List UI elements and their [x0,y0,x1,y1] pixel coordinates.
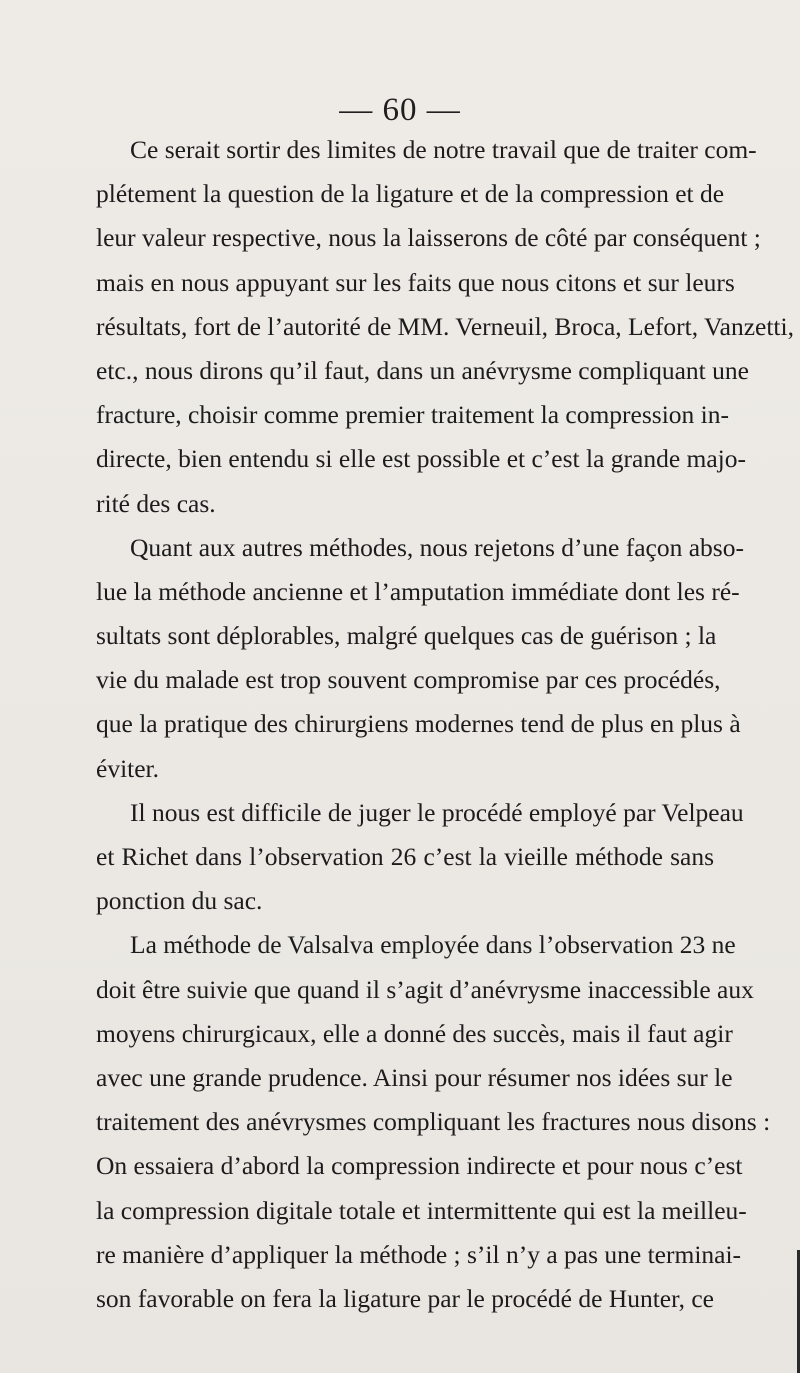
text-line-27: son favorable on fera la ligature par le procédé de Hunter, ce [96,1283,714,1313]
text-line-14: que la pratique des chirurgiens modernes tend de plus en plus à [96,709,741,739]
text-line-4: mais en nous appuyant sur les faits que nous citons et sur leurs [96,267,735,297]
text-line-17: et Richet dans l’observation 26 c’est la vieille méthode sans [96,842,714,871]
text-line-26: re manière d’appliquer la méthode ; s’il n’y a pas une terminai- [96,1239,742,1269]
text-line-10: Quant aux autres méthodes, nous rejetons d’une façon abso- [130,532,744,562]
text-line-3: leur valeur respective, nous la laisserons de côté par conséquent ; [96,223,761,253]
text-line-20: doit être suivie que quand il s’agit d’anévrysme inaccessible aux [96,974,754,1004]
text-line-15: éviter. [96,753,160,783]
text-line-8: directe, bien entendu si elle est possible et c’est la grande majo- [96,444,747,474]
text-line-16: Il nous est difficile de juger le procédé employé par Velpeau [130,797,744,827]
text-line-22: avec une grande prudence. Ainsi pour résumer nos idées sur le [96,1062,733,1092]
body-text [96,128,794,1321]
text-line-7: fracture, choisir comme premier traitement la compression in- [96,400,730,430]
text-line-9: rité des cas. [96,488,216,518]
text-line-18: ponction du sac. [96,886,263,916]
text-line-13: vie du malade est trop souvent compromise par ces procédés, [96,665,721,695]
text-line-21: moyens chirurgicaux, elle a donné des succès, mais il faut agir [96,1018,733,1048]
text-line-2: plétement la question de la ligature et de la compression et de [96,179,725,209]
page-number: — 60 — [339,92,461,128]
text-line-19: La méthode de Valsalva employée dans l’observation 23 ne [130,930,736,960]
text-line-23: traitement des anévrysmes compliquant les fractures nous disons : [96,1107,771,1137]
text-line-11: lue la méthode ancienne et l’amputation immédiate dont les ré- [96,576,740,606]
text-line-12: sultats sont déplorables, malgré quelques cas de guérison ; la [96,621,717,651]
text-line-6: etc., nous dirons qu’il faut, dans un anévrysme compliquant une [96,355,749,385]
text-line-24: On essaiera d’abord la compression indirecte et pour nous c’est [96,1151,743,1181]
text-line-5: résultats, fort de l’autorité de MM. Verneuil, Broca, Lefort, Vanzetti, [96,311,794,341]
text-line-1: Ce serait sortir des limites de notre travail que de traiter com- [130,135,757,164]
text-line-25: la compression digitale totale et intermittente qui est la meilleu- [96,1195,747,1225]
